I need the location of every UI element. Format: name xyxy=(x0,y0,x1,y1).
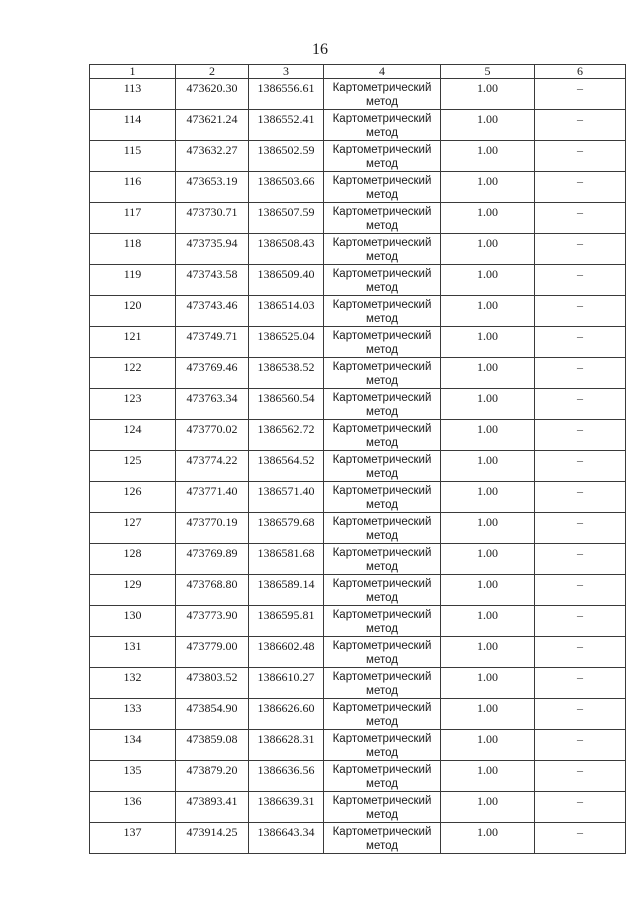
table-row xyxy=(90,296,626,327)
error-cell: 1.00 xyxy=(441,358,535,389)
method-cell xyxy=(324,358,441,389)
method-line-1: Картометрический xyxy=(332,82,432,94)
note-cell: – xyxy=(535,637,626,668)
y-coordinate-cell: 1386628.31 xyxy=(249,730,324,761)
table-row xyxy=(90,141,626,172)
table-body xyxy=(90,79,626,854)
x-coordinate-cell: 473749.71 xyxy=(176,327,249,358)
method-cell xyxy=(324,606,441,637)
method-cell xyxy=(324,513,441,544)
note-cell: – xyxy=(535,482,626,513)
method-line-2: метод xyxy=(366,406,398,418)
method-cell xyxy=(324,482,441,513)
method-line-2: метод xyxy=(366,592,398,604)
error-cell: 1.00 xyxy=(441,761,535,792)
method-line-1: Картометрический xyxy=(332,516,432,528)
method-line-2: метод xyxy=(366,747,398,759)
method-line-2: метод xyxy=(366,809,398,821)
y-coordinate-cell: 1386595.81 xyxy=(249,606,324,637)
method-line-1: Картометрический xyxy=(332,237,432,249)
method-cell xyxy=(324,544,441,575)
method-line-1: Картометрический xyxy=(332,299,432,311)
table-row xyxy=(90,358,626,389)
point-number-cell: 123 xyxy=(90,389,176,420)
column-header-2: 2 xyxy=(176,65,249,79)
note-cell: – xyxy=(535,141,626,172)
method-line-1: Картометрический xyxy=(332,175,432,187)
x-coordinate-cell: 473743.46 xyxy=(176,296,249,327)
x-coordinate-cell: 473743.58 xyxy=(176,265,249,296)
method-line-1: Картометрический xyxy=(332,826,432,838)
table-header-row xyxy=(90,65,626,79)
y-coordinate-cell: 1386579.68 xyxy=(249,513,324,544)
point-number-cell: 129 xyxy=(90,575,176,606)
y-coordinate-cell: 1386502.59 xyxy=(249,141,324,172)
method-line-2: метод xyxy=(366,561,398,573)
table-row xyxy=(90,513,626,544)
method-line-1: Картометрический xyxy=(332,578,432,590)
error-cell: 1.00 xyxy=(441,544,535,575)
x-coordinate-cell: 473730.71 xyxy=(176,203,249,234)
table-row xyxy=(90,79,626,110)
y-coordinate-cell: 1386514.03 xyxy=(249,296,324,327)
table-row xyxy=(90,234,626,265)
note-cell: – xyxy=(535,544,626,575)
method-line-1: Картометрический xyxy=(332,640,432,652)
method-line-2: метод xyxy=(366,685,398,697)
table-row xyxy=(90,327,626,358)
x-coordinate-cell: 473735.94 xyxy=(176,234,249,265)
y-coordinate-cell: 1386564.52 xyxy=(249,451,324,482)
x-coordinate-cell: 473773.90 xyxy=(176,606,249,637)
x-coordinate-cell: 473768.80 xyxy=(176,575,249,606)
method-line-2: метод xyxy=(366,840,398,852)
table-row xyxy=(90,420,626,451)
method-cell xyxy=(324,234,441,265)
table-row xyxy=(90,699,626,730)
method-cell xyxy=(324,327,441,358)
method-line-1: Картометрический xyxy=(332,361,432,373)
method-cell xyxy=(324,823,441,854)
method-line-1: Картометрический xyxy=(332,795,432,807)
y-coordinate-cell: 1386610.27 xyxy=(249,668,324,699)
method-cell xyxy=(324,451,441,482)
error-cell: 1.00 xyxy=(441,668,535,699)
x-coordinate-cell: 473770.02 xyxy=(176,420,249,451)
method-line-2: метод xyxy=(366,654,398,666)
table-row xyxy=(90,172,626,203)
error-cell: 1.00 xyxy=(441,79,535,110)
method-line-1: Картометрический xyxy=(332,423,432,435)
x-coordinate-cell: 473632.27 xyxy=(176,141,249,172)
table-row xyxy=(90,730,626,761)
error-cell: 1.00 xyxy=(441,823,535,854)
method-line-1: Картометрический xyxy=(332,206,432,218)
coordinates-table xyxy=(89,64,626,854)
y-coordinate-cell: 1386552.41 xyxy=(249,110,324,141)
note-cell: – xyxy=(535,389,626,420)
method-line-2: метод xyxy=(366,375,398,387)
point-number-cell: 121 xyxy=(90,327,176,358)
x-coordinate-cell: 473621.24 xyxy=(176,110,249,141)
error-cell: 1.00 xyxy=(441,265,535,296)
x-coordinate-cell: 473763.34 xyxy=(176,389,249,420)
method-line-1: Картометрический xyxy=(332,144,432,156)
method-cell xyxy=(324,730,441,761)
y-coordinate-cell: 1386636.56 xyxy=(249,761,324,792)
y-coordinate-cell: 1386581.68 xyxy=(249,544,324,575)
x-coordinate-cell: 473771.40 xyxy=(176,482,249,513)
note-cell: – xyxy=(535,761,626,792)
method-line-1: Картометрический xyxy=(332,609,432,621)
note-cell: – xyxy=(535,420,626,451)
table-row xyxy=(90,761,626,792)
y-coordinate-cell: 1386589.14 xyxy=(249,575,324,606)
y-coordinate-cell: 1386602.48 xyxy=(249,637,324,668)
y-coordinate-cell: 1386538.52 xyxy=(249,358,324,389)
method-cell xyxy=(324,203,441,234)
error-cell: 1.00 xyxy=(441,420,535,451)
method-line-2: метод xyxy=(366,96,398,108)
y-coordinate-cell: 1386556.61 xyxy=(249,79,324,110)
method-cell xyxy=(324,668,441,699)
table-row xyxy=(90,203,626,234)
x-coordinate-cell: 473914.25 xyxy=(176,823,249,854)
table-row xyxy=(90,668,626,699)
point-number-cell: 122 xyxy=(90,358,176,389)
point-number-cell: 119 xyxy=(90,265,176,296)
error-cell: 1.00 xyxy=(441,389,535,420)
error-cell: 1.00 xyxy=(441,575,535,606)
method-cell xyxy=(324,79,441,110)
table-row xyxy=(90,637,626,668)
point-number-cell: 114 xyxy=(90,110,176,141)
point-number-cell: 118 xyxy=(90,234,176,265)
point-number-cell: 132 xyxy=(90,668,176,699)
method-line-2: метод xyxy=(366,623,398,635)
method-line-2: метод xyxy=(366,313,398,325)
error-cell: 1.00 xyxy=(441,482,535,513)
x-coordinate-cell: 473620.30 xyxy=(176,79,249,110)
x-coordinate-cell: 473854.90 xyxy=(176,699,249,730)
x-coordinate-cell: 473779.00 xyxy=(176,637,249,668)
method-line-2: метод xyxy=(366,251,398,263)
method-cell xyxy=(324,141,441,172)
point-number-cell: 126 xyxy=(90,482,176,513)
x-coordinate-cell: 473770.19 xyxy=(176,513,249,544)
point-number-cell: 130 xyxy=(90,606,176,637)
error-cell: 1.00 xyxy=(441,637,535,668)
method-line-2: метод xyxy=(366,344,398,356)
y-coordinate-cell: 1386562.72 xyxy=(249,420,324,451)
note-cell: – xyxy=(535,699,626,730)
method-line-1: Картометрический xyxy=(332,671,432,683)
y-coordinate-cell: 1386503.66 xyxy=(249,172,324,203)
method-line-2: метод xyxy=(366,499,398,511)
method-cell xyxy=(324,265,441,296)
point-number-cell: 135 xyxy=(90,761,176,792)
point-number-cell: 117 xyxy=(90,203,176,234)
method-line-2: метод xyxy=(366,716,398,728)
method-line-2: метод xyxy=(366,127,398,139)
method-line-1: Картометрический xyxy=(332,485,432,497)
note-cell: – xyxy=(535,79,626,110)
method-cell xyxy=(324,296,441,327)
x-coordinate-cell: 473769.46 xyxy=(176,358,249,389)
note-cell: – xyxy=(535,203,626,234)
table-row xyxy=(90,606,626,637)
error-cell: 1.00 xyxy=(441,172,535,203)
column-header-1: 1 xyxy=(90,65,176,79)
error-cell: 1.00 xyxy=(441,203,535,234)
y-coordinate-cell: 1386626.60 xyxy=(249,699,324,730)
note-cell: – xyxy=(535,234,626,265)
y-coordinate-cell: 1386639.31 xyxy=(249,792,324,823)
method-line-2: метод xyxy=(366,468,398,480)
note-cell: – xyxy=(535,358,626,389)
page-number: 16 xyxy=(312,41,328,58)
note-cell: – xyxy=(535,265,626,296)
point-number-cell: 128 xyxy=(90,544,176,575)
table-row xyxy=(90,265,626,296)
error-cell: 1.00 xyxy=(441,141,535,172)
error-cell: 1.00 xyxy=(441,327,535,358)
x-coordinate-cell: 473653.19 xyxy=(176,172,249,203)
note-cell: – xyxy=(535,823,626,854)
method-cell xyxy=(324,389,441,420)
y-coordinate-cell: 1386525.04 xyxy=(249,327,324,358)
y-coordinate-cell: 1386643.34 xyxy=(249,823,324,854)
point-number-cell: 137 xyxy=(90,823,176,854)
error-cell: 1.00 xyxy=(441,606,535,637)
point-number-cell: 133 xyxy=(90,699,176,730)
method-line-1: Картометрический xyxy=(332,330,432,342)
note-cell: – xyxy=(535,513,626,544)
table-row xyxy=(90,482,626,513)
method-line-2: метод xyxy=(366,437,398,449)
point-number-cell: 115 xyxy=(90,141,176,172)
method-cell xyxy=(324,699,441,730)
method-cell xyxy=(324,792,441,823)
method-line-1: Картометрический xyxy=(332,392,432,404)
table-row xyxy=(90,544,626,575)
y-coordinate-cell: 1386507.59 xyxy=(249,203,324,234)
note-cell: – xyxy=(535,327,626,358)
note-cell: – xyxy=(535,451,626,482)
x-coordinate-cell: 473859.08 xyxy=(176,730,249,761)
column-header-4: 4 xyxy=(324,65,441,79)
error-cell: 1.00 xyxy=(441,110,535,141)
method-line-1: Картометрический xyxy=(332,764,432,776)
note-cell: – xyxy=(535,606,626,637)
error-cell: 1.00 xyxy=(441,792,535,823)
error-cell: 1.00 xyxy=(441,234,535,265)
y-coordinate-cell: 1386509.40 xyxy=(249,265,324,296)
method-line-2: метод xyxy=(366,530,398,542)
x-coordinate-cell: 473879.20 xyxy=(176,761,249,792)
x-coordinate-cell: 473803.52 xyxy=(176,668,249,699)
error-cell: 1.00 xyxy=(441,451,535,482)
error-cell: 1.00 xyxy=(441,730,535,761)
point-number-cell: 134 xyxy=(90,730,176,761)
y-coordinate-cell: 1386571.40 xyxy=(249,482,324,513)
column-header-6: 6 xyxy=(535,65,626,79)
table-row xyxy=(90,792,626,823)
method-cell xyxy=(324,575,441,606)
method-cell xyxy=(324,761,441,792)
note-cell: – xyxy=(535,792,626,823)
note-cell: – xyxy=(535,110,626,141)
method-line-1: Картометрический xyxy=(332,268,432,280)
error-cell: 1.00 xyxy=(441,513,535,544)
x-coordinate-cell: 473774.22 xyxy=(176,451,249,482)
method-cell xyxy=(324,172,441,203)
point-number-cell: 113 xyxy=(90,79,176,110)
method-cell xyxy=(324,637,441,668)
point-number-cell: 136 xyxy=(90,792,176,823)
method-line-2: метод xyxy=(366,189,398,201)
point-number-cell: 116 xyxy=(90,172,176,203)
method-cell xyxy=(324,110,441,141)
table-row xyxy=(90,389,626,420)
table-row xyxy=(90,823,626,854)
table-row xyxy=(90,575,626,606)
error-cell: 1.00 xyxy=(441,296,535,327)
column-header-3: 3 xyxy=(249,65,324,79)
error-cell: 1.00 xyxy=(441,699,535,730)
point-number-cell: 125 xyxy=(90,451,176,482)
note-cell: – xyxy=(535,575,626,606)
note-cell: – xyxy=(535,172,626,203)
method-cell xyxy=(324,420,441,451)
point-number-cell: 124 xyxy=(90,420,176,451)
point-number-cell: 131 xyxy=(90,637,176,668)
x-coordinate-cell: 473769.89 xyxy=(176,544,249,575)
column-header-5: 5 xyxy=(441,65,535,79)
y-coordinate-cell: 1386560.54 xyxy=(249,389,324,420)
note-cell: – xyxy=(535,668,626,699)
method-line-2: метод xyxy=(366,778,398,790)
method-line-1: Картометрический xyxy=(332,454,432,466)
method-line-2: метод xyxy=(366,158,398,170)
table-row xyxy=(90,110,626,141)
point-number-cell: 120 xyxy=(90,296,176,327)
note-cell: – xyxy=(535,730,626,761)
x-coordinate-cell: 473893.41 xyxy=(176,792,249,823)
method-line-1: Картометрический xyxy=(332,113,432,125)
method-line-1: Картометрический xyxy=(332,702,432,714)
y-coordinate-cell: 1386508.43 xyxy=(249,234,324,265)
method-line-1: Картометрический xyxy=(332,547,432,559)
method-line-2: метод xyxy=(366,220,398,232)
method-line-2: метод xyxy=(366,282,398,294)
table-row xyxy=(90,451,626,482)
method-line-1: Картометрический xyxy=(332,733,432,745)
point-number-cell: 127 xyxy=(90,513,176,544)
note-cell: – xyxy=(535,296,626,327)
